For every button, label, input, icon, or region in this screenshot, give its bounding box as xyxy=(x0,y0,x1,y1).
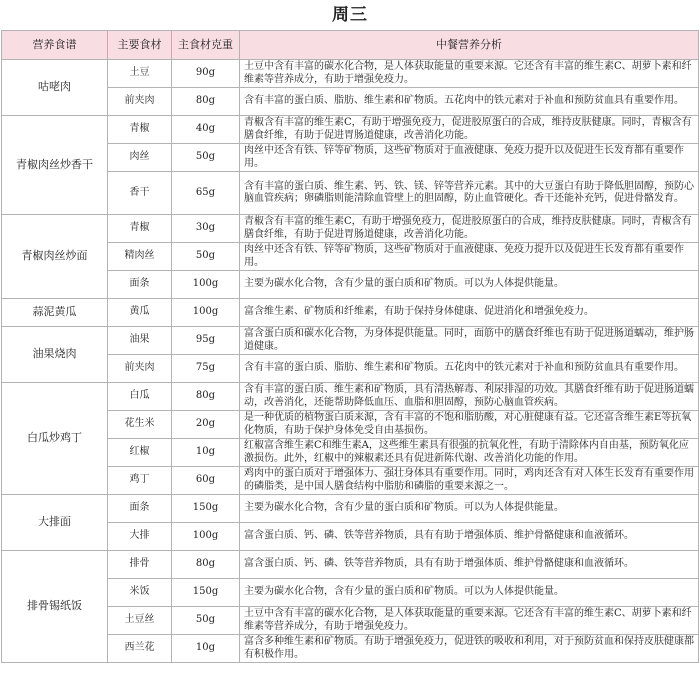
analysis-cell: 土豆中含有丰富的碳水化合物，是人体获取能量的重要来源。它还含有丰富的维生素C、胡萝卜素和纤维素等营养成分，有助于增强免疫力。 xyxy=(240,60,699,88)
ingredient-cell: 前夹肉 xyxy=(108,355,172,383)
weight-cell: 50g xyxy=(172,607,240,635)
weight-cell: 60g xyxy=(172,467,240,495)
weight-cell: 80g xyxy=(172,383,240,411)
ingredient-cell: 面条 xyxy=(108,271,172,299)
ingredient-cell: 青椒 xyxy=(108,215,172,243)
analysis-cell: 肉丝中还含有铁、锌等矿物质，这些矿物质对于血液健康、免疫力提升以及促进生长发育都有重要作用。 xyxy=(240,144,699,172)
analysis-cell: 富含蛋白质、钙、磷、铁等营养物质，具有有助于增强体质、维护骨骼健康和血液循环。 xyxy=(240,551,699,579)
weight-cell: 20g xyxy=(172,411,240,439)
ingredient-cell: 青椒 xyxy=(108,116,172,144)
table-row xyxy=(2,215,699,243)
table-body xyxy=(2,60,699,663)
ingredient-cell: 大排 xyxy=(108,523,172,551)
weight-cell: 150g xyxy=(172,579,240,607)
analysis-cell: 红椒富含维生素C和维生素A，这些维生素具有很强的抗氧化性，有助于清除体内自由基，预防氧化应激损伤。此外，红椒中的辣椒素还具有促进新陈代谢、改善消化功能的作用。 xyxy=(240,439,699,467)
analysis-cell: 含有丰富的蛋白质、脂肪、维生素和矿物质。五花肉中的铁元素对于补血和预防贫血具有重要作用。 xyxy=(240,88,699,116)
table-row xyxy=(2,327,699,355)
analysis-cell: 是一种优质的植物蛋白质来源，含有丰富的不饱和脂肪酸，对心脏健康有益。它还富含维生素E等抗氧化物质，有助于保护身体免受自由基损伤。 xyxy=(240,411,699,439)
weight-cell: 10g xyxy=(172,635,240,663)
dish-name: 咕咾肉 xyxy=(2,60,108,116)
analysis-cell: 富含多种维生素和矿物质。有助于增强免疫力，促进铁的吸收和利用，对于预防贫血和保持皮肤健康都有积极作用。 xyxy=(240,635,699,663)
table-row xyxy=(2,383,699,411)
analysis-cell: 富含维生素、矿物质和纤维素，有助于保持身体健康、促进消化和增强免疫力。 xyxy=(240,299,699,327)
table-row xyxy=(2,495,699,523)
weight-cell: 10g xyxy=(172,439,240,467)
header-ingredient: 主要食材 xyxy=(108,31,172,60)
weight-cell: 100g xyxy=(172,299,240,327)
ingredient-cell: 排骨 xyxy=(108,551,172,579)
ingredient-cell: 土豆 xyxy=(108,60,172,88)
ingredient-cell: 前夹肉 xyxy=(108,88,172,116)
weight-cell: 40g xyxy=(172,116,240,144)
table-row xyxy=(2,551,699,579)
dish-name: 油果烧肉 xyxy=(2,327,108,383)
weight-cell: 50g xyxy=(172,144,240,172)
header-analysis: 中餐营养分析 xyxy=(240,31,699,60)
analysis-cell: 肉丝中还含有铁、锌等矿物质，这些矿物质对于血液健康、免疫力提升以及促进生长发育都有重要作用。 xyxy=(240,243,699,271)
weight-cell: 30g xyxy=(172,215,240,243)
dish-name: 蒜泥黄瓜 xyxy=(2,299,108,327)
analysis-cell: 含有丰富的蛋白质、维生素、钙、铁、镁、锌等营养元素。其中的大豆蛋白有助于降低胆固醇，预防心脑血管疾病；卵磷脂则能清除血管壁上的胆固醇，防止血管硬化。香干还能补充钙，促进骨骼发育。 xyxy=(240,172,699,215)
table-row xyxy=(2,299,699,327)
header-weight: 主食材克重 xyxy=(172,31,240,60)
table-row xyxy=(2,116,699,144)
ingredient-cell: 西兰花 xyxy=(108,635,172,663)
dish-name: 排骨锡纸饭 xyxy=(2,551,108,663)
dish-name: 青椒肉丝炒面 xyxy=(2,215,108,299)
weight-cell: 100g xyxy=(172,523,240,551)
weight-cell: 75g xyxy=(172,355,240,383)
weight-cell: 150g xyxy=(172,495,240,523)
analysis-cell: 主要为碳水化合物，含有少量的蛋白质和矿物质。可以为人体提供能量。 xyxy=(240,579,699,607)
ingredient-cell: 面条 xyxy=(108,495,172,523)
analysis-cell: 鸡肉中的蛋白质对于增强体力、强壮身体具有重要作用。同时，鸡肉还含有对人体生长发育有重要作用的磷脂类，是中国人膳食结构中脂肪和磷脂的重要来源之一。 xyxy=(240,467,699,495)
weight-cell: 95g xyxy=(172,327,240,355)
ingredient-cell: 白瓜 xyxy=(108,383,172,411)
analysis-cell: 土豆中含有丰富的碳水化合物，是人体获取能量的重要来源。它还含有丰富的维生素C、胡萝卜素和纤维素等营养成分，有助于增强免疫力。 xyxy=(240,607,699,635)
analysis-cell: 富含蛋白质和碳水化合物，为身体提供能量。同时，面筋中的膳食纤维也有助于促进肠道蠕动，维护肠道健康。 xyxy=(240,327,699,355)
ingredient-cell: 花生米 xyxy=(108,411,172,439)
ingredient-cell: 红椒 xyxy=(108,439,172,467)
analysis-cell: 富含蛋白质、钙、磷、铁等营养物质，具有有助于增强体质、维护骨骼健康和血液循环。 xyxy=(240,523,699,551)
ingredient-cell: 鸡丁 xyxy=(108,467,172,495)
page-title: 周三 xyxy=(332,5,368,25)
weight-cell: 50g xyxy=(172,243,240,271)
analysis-cell: 青椒含有丰富的维生素C，有助于增强免疫力，促进胶原蛋白的合成，维持皮肤健康。同时，青椒含有膳食纤维，有助于促进胃肠道健康，改善消化功能。 xyxy=(240,116,699,144)
weight-cell: 80g xyxy=(172,551,240,579)
weight-cell: 65g xyxy=(172,172,240,215)
ingredient-cell: 精肉丝 xyxy=(108,243,172,271)
table-header-row xyxy=(2,31,699,60)
nutrition-table xyxy=(1,30,699,663)
analysis-cell: 主要为碳水化合物，含有少量的蛋白质和矿物质。可以为人体提供能量。 xyxy=(240,495,699,523)
analysis-cell: 含有丰富的蛋白质、维生素和矿物质，具有清热解毒、利尿排湿的功效。其膳食纤维有助于促进肠道蠕动，改善消化，还能帮助降低血压、血脂和胆固醇，预防心脑血管疾病。 xyxy=(240,383,699,411)
analysis-cell: 含有丰富的蛋白质、脂肪、维生素和矿物质。五花肉中的铁元素对于补血和预防贫血具有重要作用。 xyxy=(240,355,699,383)
dish-name: 大排面 xyxy=(2,495,108,551)
weight-cell: 80g xyxy=(172,88,240,116)
weight-cell: 100g xyxy=(172,271,240,299)
analysis-cell: 主要为碳水化合物，含有少量的蛋白质和矿物质。可以为人体提供能量。 xyxy=(240,271,699,299)
ingredient-cell: 油果 xyxy=(108,327,172,355)
ingredient-cell: 土豆丝 xyxy=(108,607,172,635)
ingredient-cell: 米饭 xyxy=(108,579,172,607)
dish-name: 白瓜炒鸡丁 xyxy=(2,383,108,495)
ingredient-cell: 香干 xyxy=(108,172,172,215)
table-row xyxy=(2,60,699,88)
ingredient-cell: 黄瓜 xyxy=(108,299,172,327)
ingredient-cell: 肉丝 xyxy=(108,144,172,172)
analysis-cell: 青椒含有丰富的维生素C，有助于增强免疫力，促进胶原蛋白的合成，维持皮肤健康。同时，青椒含有膳食纤维，有助于促进胃肠道健康，改善消化功能。 xyxy=(240,215,699,243)
dish-name: 青椒肉丝炒香干 xyxy=(2,116,108,215)
header-recipe: 营养食谱 xyxy=(2,31,108,60)
weight-cell: 90g xyxy=(172,60,240,88)
